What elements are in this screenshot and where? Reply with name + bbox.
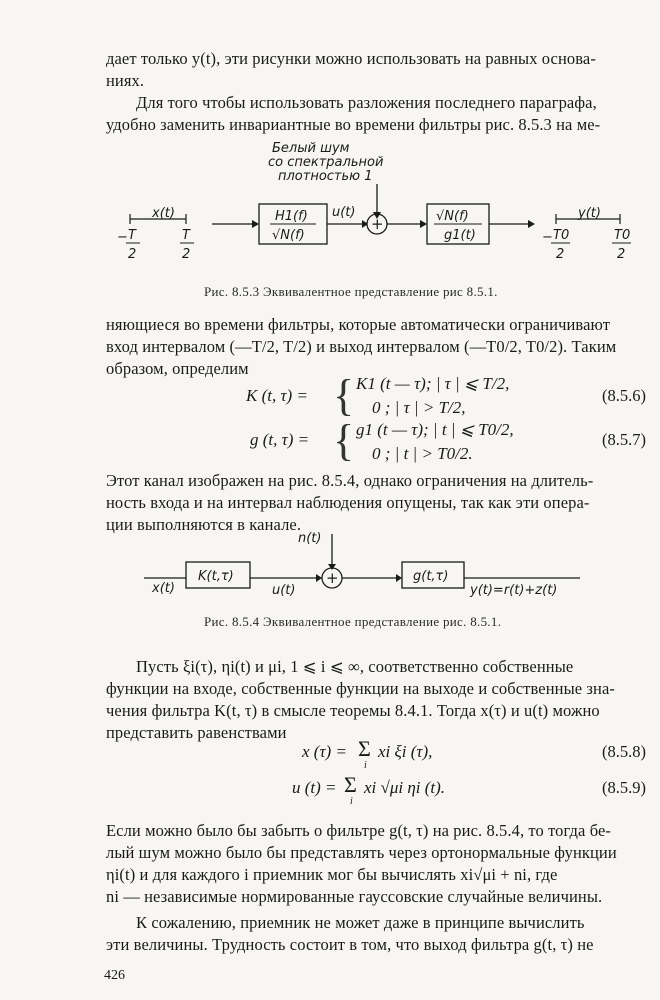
eq-8-5-7-row1: g1 (t — τ); | t | ⩽ T0/2, bbox=[356, 420, 514, 439]
figure-8-5-4 bbox=[140, 528, 600, 608]
block-k-label: K(t,τ) bbox=[198, 569, 234, 584]
text-line: представить равенствами bbox=[106, 723, 287, 742]
eq-number: (8.5.8) bbox=[602, 742, 646, 761]
input-left-limit: T bbox=[128, 228, 136, 243]
eq-8-5-8-lhs: x (τ) = bbox=[302, 742, 347, 761]
eq-8-5-6-row1: K1 (t — τ); | τ | ⩽ T/2, bbox=[356, 374, 510, 393]
text-line: К сожалению, приемник не может даже в принципе вычислить bbox=[136, 913, 585, 932]
paragraph-mid bbox=[106, 314, 652, 380]
noise-label-line: плотностью 1 bbox=[278, 169, 373, 184]
eq-8-5-9-rhs: xi √μi ηi (t). bbox=[364, 778, 446, 797]
output-left-limit: T0 bbox=[553, 228, 570, 243]
paragraph-intro bbox=[106, 92, 652, 136]
output-right-half: 2 bbox=[617, 247, 626, 262]
text-line: дает только y(t), эти рисунки можно использовать на равных основа- bbox=[106, 49, 596, 68]
text-line: эти величины. Трудность состоит в том, что выход фильтра g(t, τ) не bbox=[106, 935, 594, 954]
input-left-half: 2 bbox=[128, 247, 137, 262]
sum-index: i bbox=[350, 796, 353, 807]
text-line: удобно заменить инвариантные во времени фильтры рис. 8.5.3 на ме- bbox=[106, 115, 601, 134]
text-line: ni — независимые нормированные гауссовские случайные величины. bbox=[106, 887, 603, 906]
text-line: няющиеся во времени фильтры, которые автоматически ограничивают bbox=[106, 315, 611, 334]
paragraph-regret bbox=[106, 912, 652, 956]
eq-number: (8.5.7) bbox=[602, 430, 646, 449]
page-number: 426 bbox=[104, 968, 125, 983]
text-line: Пусть ξi(τ), ηi(t) и μi, 1 ⩽ i ⩽ ∞, соответственно собственные bbox=[136, 657, 574, 676]
output-left-half: 2 bbox=[556, 247, 565, 262]
text-line: Если можно было бы забыть о фильтре g(t, τ) на рис. 8.5.4, то тогда бе- bbox=[106, 821, 611, 840]
text-line: Этот канал изображен на рис. 8.5.4, однако ограничения на длитель- bbox=[106, 471, 594, 490]
input-right-limit: T bbox=[182, 228, 190, 243]
output-label: y(t)=r(t)+z(t) bbox=[470, 583, 558, 598]
eq-8-5-6-lhs: K (t, τ) = bbox=[246, 386, 308, 405]
paragraph-let bbox=[106, 656, 652, 744]
input-label: x(t) bbox=[152, 206, 175, 221]
paragraph-top bbox=[106, 48, 652, 92]
text-line: чения фильтра K(t, τ) в смысле теоремы 8.4.1. Тогда x(τ) и u(t) можно bbox=[106, 701, 600, 720]
text-line: образом, определим bbox=[106, 359, 249, 378]
noise-label: n(t) bbox=[298, 531, 322, 546]
block1-bottom: √N(f) bbox=[272, 228, 305, 243]
summer-plus: + bbox=[371, 215, 384, 233]
text-line: вход интервалом (—T/2, T/2) и выход интервалом (—T0/2, T0/2). Таким bbox=[106, 337, 617, 356]
brace: { bbox=[333, 371, 355, 420]
text-line: ции выполняются в канале. bbox=[106, 515, 302, 534]
input-right-half: 2 bbox=[182, 247, 191, 262]
output-left-minus: − bbox=[542, 230, 553, 245]
output-label: y(t) bbox=[578, 206, 601, 221]
text-line: ηi(t) и для каждого i приемник мог бы вычислять xi√μi + ni, где bbox=[106, 865, 558, 884]
u-label: u(t) bbox=[272, 583, 296, 598]
eq-8-5-7-lhs: g (t, τ) = bbox=[250, 430, 310, 449]
eq-8-5-7-row2: 0 ; | t | > T0/2. bbox=[372, 444, 473, 463]
paragraph-forget bbox=[106, 820, 652, 908]
sum-sign: Σ bbox=[358, 736, 371, 761]
text-line: ниях. bbox=[106, 71, 145, 90]
output-right-limit: T0 bbox=[614, 228, 631, 243]
text-line: лый шум можно было бы представлять через ортонормальные функции bbox=[106, 843, 617, 862]
paragraph-channel bbox=[106, 470, 652, 536]
block-g-label: g(t,τ) bbox=[413, 569, 449, 584]
sum-index: i bbox=[364, 760, 367, 771]
eq-8-5-8-rhs: xi ξi (τ), bbox=[378, 742, 433, 761]
input-left-minus: − bbox=[117, 230, 128, 245]
noise-label-line: Белый шум bbox=[272, 141, 350, 156]
sum-sign: Σ bbox=[344, 772, 357, 797]
text-line: ность входа и на интервал наблюдения опущены, так как эти опера- bbox=[106, 493, 590, 512]
noise-label-line: со спектральной bbox=[268, 155, 384, 170]
eq-8-5-6-row2: 0 ; | τ | > T/2, bbox=[372, 398, 466, 417]
brace: { bbox=[333, 416, 355, 465]
u-label: u(t) bbox=[332, 205, 356, 220]
block2-top: √N(f) bbox=[436, 209, 469, 224]
block2-bottom: g1(t) bbox=[444, 228, 476, 243]
summer-plus: + bbox=[326, 569, 339, 587]
text-line: функции на входе, собственные функции на выходе и собственные зна- bbox=[106, 679, 615, 698]
input-label: x(t) bbox=[152, 581, 175, 596]
eq-8-5-9-lhs: u (t) = bbox=[292, 778, 337, 797]
block1-top: H1(f) bbox=[275, 209, 308, 224]
eq-number: (8.5.6) bbox=[602, 386, 646, 405]
text-line: Для того чтобы использовать разложения последнего параграфа, bbox=[136, 93, 597, 112]
eq-number: (8.5.9) bbox=[602, 778, 646, 797]
figure-caption: Рис. 8.5.4 Эквивалентное представление рис. 8.5.1. bbox=[204, 614, 502, 629]
figure-caption: Рис. 8.5.3 Эквивалентное представление рис 8.5.1. bbox=[204, 284, 498, 299]
